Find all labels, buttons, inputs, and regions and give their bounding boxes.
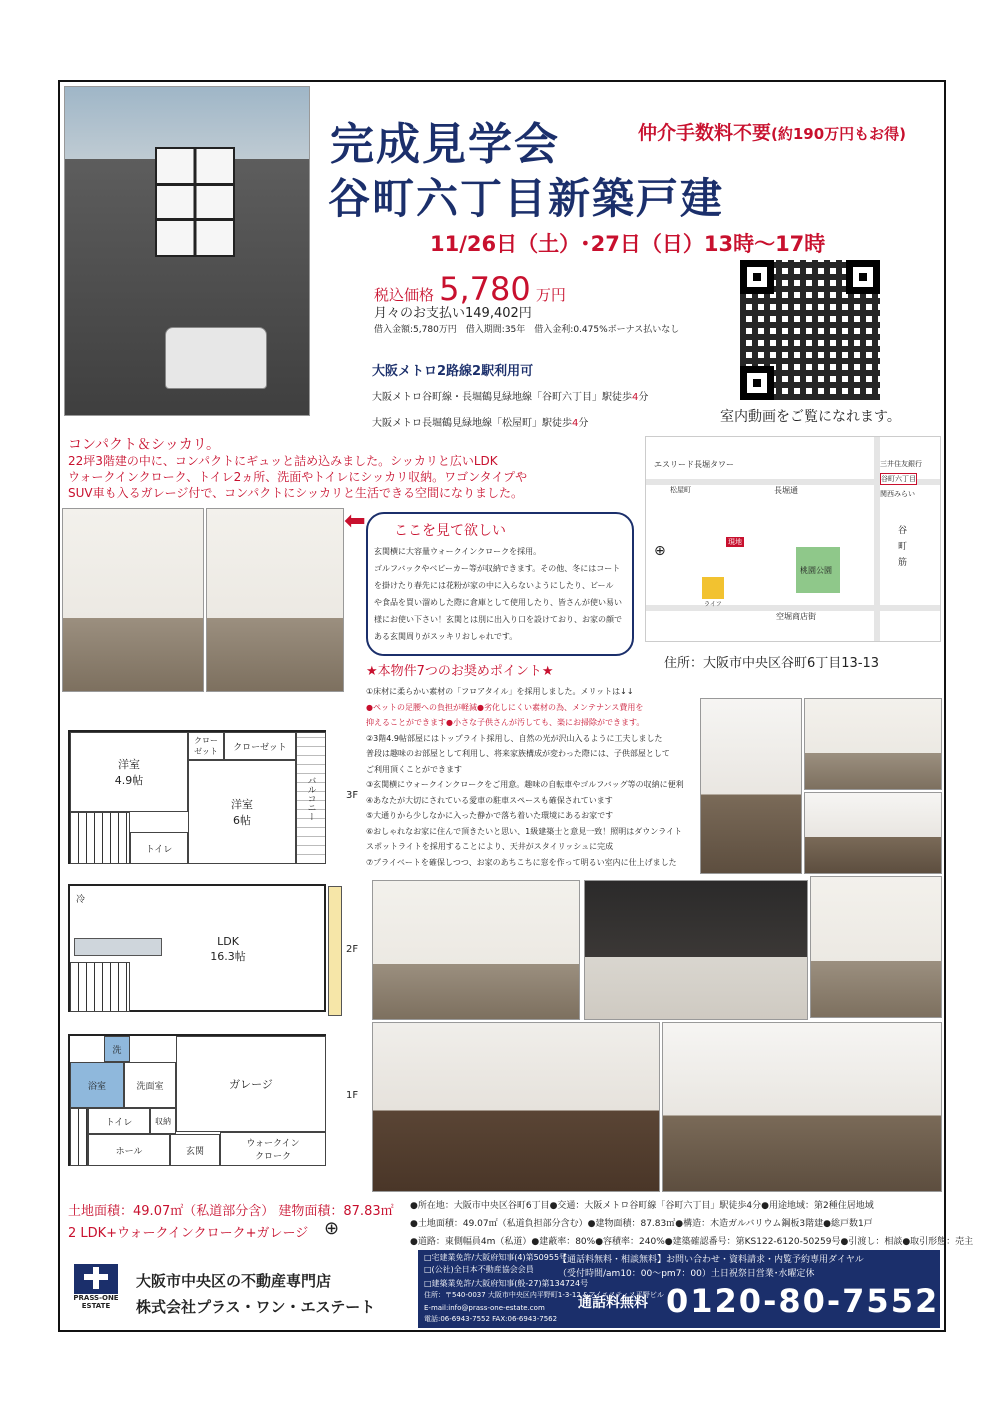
point-item: ③玄関横にウォークインクロークをご用意。趣味の自転車やゴルフバッグ等の収納に便利	[366, 780, 684, 789]
kitchen-photo	[372, 1022, 660, 1192]
callout-title: ここを見て欲しい	[394, 523, 506, 539]
garage: ガレージ	[176, 1036, 326, 1132]
free-call-note: 【通話料無料・相談無料】お問い合わせ・資料請求・内覧予約専用ダイヤル	[558, 1255, 864, 1265]
callout-line: ゴルフバックやベビーカー等が収納できます。その他、冬にはコート	[374, 564, 621, 573]
property-address: 住所：大阪市中央区谷町6丁目13-13	[664, 656, 880, 671]
license-2: □(公社)全日本不動産協会会員	[424, 1265, 534, 1274]
access-line-1-text: 大阪メトロ谷町線・長堀鶴見緑地線「谷町六丁目」駅徒歩	[372, 392, 632, 403]
headline-title-1: 完成見学会	[330, 119, 560, 170]
spec-row-3: ●道路：東側幅員4m（私道）●建蔽率：80%●容積率：240%●建築確認番号：第KS122-6120-50259号●引渡し：相談●取引形態：売主	[410, 1237, 974, 1247]
callout-line: を掛けたり春先には花粉が家の中に入らないようにしたり、ビール	[374, 581, 614, 590]
spec-row-1: ●所在地：大阪市中央区谷町6丁目●交通：大阪メトロ谷町線「谷町六丁目」駅徒歩4分●用途地域：第2種住居地域	[410, 1201, 874, 1211]
fridge-label: 冷	[76, 895, 86, 905]
land-label: 土地面積：	[68, 1204, 134, 1219]
points-list	[366, 684, 696, 870]
point-item: ①床材に柔らかい素材の「フロアタイル」を採用しました。メリットは↓↓	[366, 687, 634, 696]
map-label-life: ライフ	[704, 601, 722, 608]
point-item: ⑥おしゃれなお家に住んで頂きたいと思い、1級建築士と意見一致！照明はダウンライト	[366, 826, 683, 836]
ldk-photo	[62, 508, 204, 692]
no-fee-note: (約190万円もお得)	[771, 125, 907, 143]
company-email: E-mail:info@prass-one-estate.com	[424, 1304, 545, 1312]
bathroom-photo	[584, 880, 808, 1020]
points-heading: ★本物件7つのお奨めポイント★	[366, 664, 554, 679]
floor-label-1f: 1F	[346, 1090, 359, 1101]
map-label-tani: 谷	[898, 526, 908, 536]
washer-space: 洗	[104, 1036, 130, 1062]
no-fee-label	[638, 118, 906, 145]
walk-in-closet: ウォークイン クローク	[220, 1132, 326, 1166]
license-1: □宅建業免許/大阪府知事(4)第50955号	[424, 1253, 568, 1262]
map-label-kansaimirai: 関西みらい	[880, 490, 915, 498]
no-fee-text: 仲介手数料不要	[638, 122, 772, 144]
bedroom-photo	[810, 876, 942, 1018]
compact-heading: コンパクト＆シッカリ。	[68, 437, 221, 453]
point-item: スポットライトを採用することにより、天井がスタイリッシュに完成	[366, 842, 614, 851]
layout-summary: 2 LDK+ウォークインクローク+ガレージ	[68, 1226, 309, 1241]
point-item: ご利用頂くことができます	[366, 764, 462, 774]
closet-small: クロー ゼット	[188, 732, 224, 760]
toilet-1f: トイレ	[88, 1108, 150, 1134]
area-summary	[68, 1200, 394, 1219]
map-label-karahori: 空堀商店街	[776, 612, 816, 621]
closet: クローゼット	[224, 732, 296, 760]
arrow-left-icon: ⬅	[344, 506, 366, 536]
toilet-3f: トイレ	[130, 832, 188, 864]
room-label: LDK	[217, 934, 239, 948]
room-yoshitsu-6	[188, 760, 296, 864]
room-label: 洋室	[118, 758, 140, 771]
kitchen-counter	[74, 938, 162, 956]
closet-photo	[206, 508, 344, 692]
callout-line: や食品を買い溜めした際に倉庫として使用したり、皆さんが使い易い	[374, 598, 622, 607]
company-tagline: 大阪市中央区の不動産専門店	[136, 1272, 332, 1290]
north-arrow-icon: ⊕	[324, 1218, 340, 1239]
address-label: 住所：	[424, 1291, 445, 1299]
skylight-room-photo	[700, 698, 802, 874]
compact-line-3: SUV車も入るガレージ付で、コンパクトにシッカリと生活できる空間になりました。	[68, 486, 524, 500]
loan-note: 借入金額:5,780万円 借入期間:35年 借入金利:0.475%ボーナス払いなし	[374, 325, 680, 335]
access-line-1-minutes: 4	[632, 392, 639, 403]
room-label: 洋室	[231, 798, 253, 811]
map-label-machi: 町	[898, 542, 908, 552]
building-label: 建物面積：	[278, 1204, 344, 1219]
point-item: 抑えることができます●小さな子供さんが汚しても、楽にお掃除ができます。	[366, 718, 645, 727]
qr-code	[740, 260, 880, 400]
map-label-matsuyamachi: 松屋町	[670, 486, 691, 494]
callout-line: ある玄関周りがスッキリおしゃれです。	[374, 632, 518, 641]
map-label-nagahori: 長堀通	[774, 486, 798, 495]
access-line-2-minutes: 4	[572, 418, 579, 429]
map-label-site: 現地	[728, 538, 742, 546]
washroom-photo	[372, 880, 580, 1020]
map-label-smbc: 三井住友銀行	[880, 460, 922, 468]
contact-panel	[418, 1250, 940, 1328]
business-hours: （受付時間/am10：00～pm7：00）土日祝祭日営業･水曜定休	[558, 1269, 815, 1279]
land-area: 49.07㎡（私道部分含）	[133, 1204, 275, 1219]
free-call-label: 通話料無料	[578, 1295, 648, 1311]
balcony: バルコニー	[296, 732, 326, 864]
map-label-suji: 筋	[898, 558, 908, 568]
point-item: ⑤大通りから少しなかに入った静かで落ち着いた環境にあるお家です	[366, 811, 614, 820]
map-label-tower: エスリード長堀タワー	[654, 460, 734, 469]
location-map	[645, 436, 941, 642]
company-logo	[66, 1264, 126, 1314]
point-item: ②3階4.9帖部屋にはトップライト採用し、自然の光が沢山入るように工夫しました	[366, 733, 663, 743]
floorplan-1f	[68, 1034, 326, 1166]
compact-line-2: ウォークインクローク、トイレ2ヵ所、洗面やトイレにシッカリ収納。ワゴンタイプや	[68, 470, 528, 484]
room-yoshitsu-4-9	[70, 732, 188, 812]
access-line-2	[372, 414, 588, 429]
point-item: ④あなたが大切にされている愛車の駐車スペースも確保されています	[366, 795, 613, 805]
storage: 収納	[150, 1108, 176, 1134]
floor-label-3f: 3F	[346, 790, 359, 801]
floor-label-2f: 2F	[346, 944, 359, 955]
floorplan-2f	[68, 884, 326, 1012]
balcony-2f	[328, 886, 342, 1016]
callout-line: 玄関横に大容量ウォークインクロークを採用。	[374, 547, 542, 556]
floorplan-3f	[68, 730, 326, 864]
company-name: 株式会社プラス・ワン・エステート	[136, 1298, 376, 1316]
window-room-photo	[804, 698, 942, 790]
access-heading: 大阪メトロ2路線2駅利用可	[372, 364, 534, 379]
hall: ホール	[88, 1134, 170, 1166]
company-tel-fax: 電話:06-6943-7552 FAX:06-6943-7562	[424, 1315, 558, 1323]
compact-line-1: 22坪3階建の中に、コンパクトにギュッと詰め込みました。シッカリと広いLDK	[68, 454, 498, 468]
entrance: 玄関	[170, 1134, 220, 1166]
point-item: ⑦プライベートを確保しつつ、お家のあちこちに窓を作って明るい室内に仕上げました	[366, 857, 677, 867]
map-label-tanimachi6: 谷町六丁目	[881, 475, 916, 483]
logo-subtext: PRASS-ONE ESTATE	[73, 1294, 119, 1310]
point-item: 普段は趣味のお部屋として利用し、将来家族構成が変わった際には、子供部屋として	[366, 749, 670, 758]
monthly-payment: 月々のお支払い149,402円	[374, 306, 532, 321]
address-text: 〒540-0037 大阪市中央区内平野町1-3-12 &アイエスティス平野ビル	[445, 1291, 664, 1299]
staircase	[70, 812, 130, 864]
point-item: ●ペットの足腰への負担が軽減●劣化しにくい素材の為、メンテナンス費用を	[366, 702, 644, 712]
building-area: 87.83㎡	[343, 1204, 394, 1219]
room-size: 16.3帖	[210, 949, 246, 963]
washroom: 洗面室	[124, 1062, 176, 1108]
phone-number[interactable]: 0120-80-7552	[666, 1282, 940, 1320]
callout-line: 様にお使い下さい！玄関とは別に出入り口を設けており、お家の顔で	[374, 615, 622, 624]
open-house-dates: 11/26日（土）･27日（日）13時～17時	[430, 232, 826, 256]
access-line-1	[372, 388, 648, 403]
staircase	[70, 962, 130, 1012]
staircase	[70, 1108, 88, 1166]
map-label-park: 桃園公園	[800, 566, 832, 575]
highlight-callout	[366, 512, 634, 656]
price-unit: 万円	[535, 286, 566, 304]
living-photo	[662, 1022, 942, 1192]
price-label: 税込価格	[374, 286, 435, 304]
room-size: 4.9帖	[114, 774, 144, 787]
access-line-1-unit: 分	[638, 392, 649, 403]
license-3: □建築業免許/大阪府知事(般-27)第134724号	[424, 1279, 589, 1288]
qr-caption: 室内動画をご覧になれます。	[720, 409, 901, 425]
room-size: 6帖	[233, 814, 251, 827]
price-amount: 5,780	[439, 270, 531, 308]
headline-title-2: 谷町六丁目新築戸建	[328, 174, 725, 223]
house-exterior-photo	[64, 86, 310, 416]
access-line-2-text: 大阪メトロ長堀鶴見緑地線「松屋町」駅徒歩	[372, 418, 572, 429]
compass-icon: ⊕	[654, 543, 666, 559]
access-line-2-unit: 分	[578, 418, 589, 429]
spec-row-2: ●土地面積：49.07㎡（私道負担部分含む）●建物面積：87.83㎡●構造：木造ガルバリウム鋼板3階建●総戸数1戸	[410, 1219, 873, 1229]
bathroom: 浴室	[70, 1062, 124, 1108]
lamp-room-photo	[804, 792, 942, 874]
